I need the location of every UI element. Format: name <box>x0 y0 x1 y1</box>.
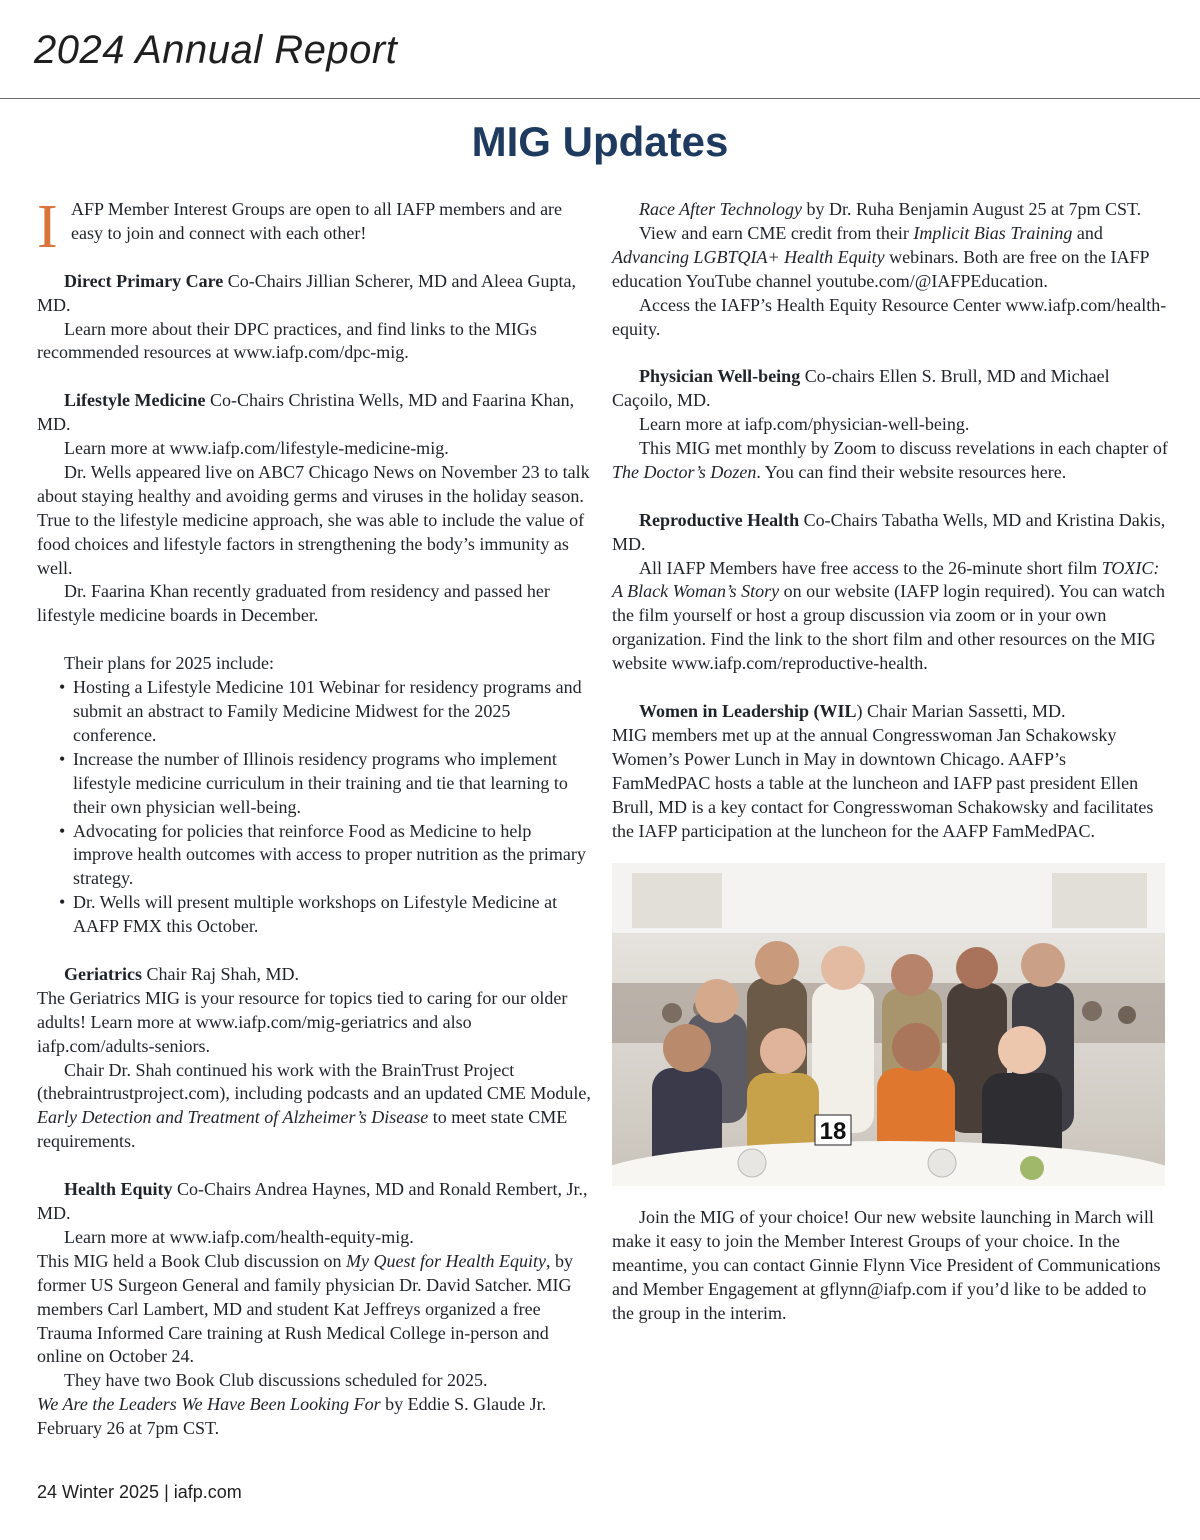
header-divider <box>0 98 1200 99</box>
geriatrics-p2-tail: to meet state CME requirements. <box>37 1107 568 1152</box>
book-club-1-details: by Eddie S. Glaude Jr. February 26 at 7pm CST. <box>37 1394 547 1439</box>
wellbeing-chairs: Co-chairs Ellen S. Brull, MD and Michael Caçoilo, MD. <box>612 366 1110 411</box>
table-number-card: 18 <box>819 1118 847 1146</box>
wellbeing-tail: . You can find their website resources here. <box>756 461 1067 482</box>
health-equity-paragraph-2: They have two Book Club discussions scheduled for 2025. <box>64 1370 488 1391</box>
cme-module-title: Early Detection and Treatment of Alzheimer’s Disease <box>37 1107 429 1128</box>
dpc-chairs: Co-Chairs Jillian Scherer, MD and Aleea Gupta, MD. <box>37 270 576 315</box>
lifestyle-paragraph-1: Dr. Wells appeared live on ABC7 Chicago News on November 23 to talk about staying healthy and avoiding germs and viruses in the holiday season. True to the lifestyle medicine approach, she was able to include the value of food choices and lifestyle factors in strengthening the body’s immunity as well. <box>37 461 590 578</box>
cme-text: View and earn CME credit from their <box>639 222 914 243</box>
geriatrics-paragraph-1: The Geriatrics MIG is your resource for topics tied to caring for our older adults! Learn more at www.iafp.com/mig-geriatrics and also iafp.com/adults-seniors. <box>37 987 568 1056</box>
dpc-name: Direct Primary Care <box>64 270 224 291</box>
cme-and: and <box>1072 222 1103 243</box>
wil-chairs: ) Chair Marian Sassetti, MD. <box>856 700 1066 721</box>
film-title: TOXIC: A Black Woman’s Story <box>612 557 1160 602</box>
page-footer: 24 Winter 2025 | iafp.com <box>37 1482 242 1502</box>
lifestyle-name: Lifestyle Medicine <box>64 390 206 411</box>
dpc-heading <box>37 270 593 318</box>
luncheon-group-photo <box>612 863 1165 1186</box>
dpc-learn: Learn more about their DPC practices, and find links to the MIGs recommended resources at www.iafp.com/dpc-mig. <box>37 318 537 363</box>
wil-paragraph: MIG members met up at the annual Congresswoman Jan Schakowsky Women’s Power Lunch in May in downtown Chicago. AAFP’s FamMedPAC hosts a table at the luncheon and IAFP past president Ellen Brull, MD is a key contact for Congresswoman Schakowsky and facilitates the IAFP participation at the luncheon for the AAFP FamMedPAC. <box>612 724 1154 841</box>
book-club-1-title: We Are the Leaders We Have Been Looking For <box>37 1394 381 1415</box>
wellbeing-learn: Learn more at iafp.com/physician-well-being. <box>639 414 970 435</box>
intro-text: AFP Member Interest Groups are open to all IAFP members and are easy to join and connect with each other! <box>71 199 563 243</box>
he-p1-text: This MIG held a Book Club discussion on <box>37 1250 346 1271</box>
geriatrics-heading <box>37 963 593 987</box>
drop-cap: I <box>37 193 58 261</box>
repro-name: Reproductive Health <box>639 509 800 530</box>
book-club-2-details: by Dr. Ruha Benjamin August 25 at 7pm CST. <box>801 199 1142 219</box>
left-column <box>37 193 593 1441</box>
right-column <box>612 198 1168 1326</box>
lifestyle-learn: Learn more at www.iafp.com/lifestyle-medicine-mig. <box>64 438 449 459</box>
webinar-title-1: Implicit Bias Training <box>913 222 1073 243</box>
list-item: • Dr. Wells will present multiple workshops on Lifestyle Medicine at AAFP FMX this October. <box>73 891 593 939</box>
intro-paragraph <box>37 193 593 261</box>
cme-paragraph <box>612 222 1168 294</box>
wellbeing-text: This MIG met monthly by Zoom to discuss revelations in each chapter of <box>639 438 1168 459</box>
plans-intro: Their plans for 2025 include: <box>64 653 274 674</box>
closing-paragraph: Join the MIG of your choice! Our new website launching in March will make it easy to join the Member Interest Groups of your choice. In the meantime, you can contact Ginnie Flynn Vice President of Communications and Member Engagement at gflynn@iafp.com if you’d like to be added to the group in the interim. <box>612 1207 1161 1324</box>
lifestyle-chairs: Co-Chairs Christina Wells, MD and Faarina Khan, MD. <box>37 390 575 435</box>
repro-chairs: Co-Chairs Tabatha Wells, MD and Kristina Dakis, MD. <box>612 509 1166 554</box>
list-item: • Increase the number of Illinois residency programs who implement lifestyle medicine curriculum in their training and tie that learning to their own physician well-being. <box>73 748 593 820</box>
cme-tail: webinars. Both are free on the IAFP education YouTube channel youtube.com/@IAFPEducation. <box>612 246 1149 291</box>
group-photo-illustration <box>612 863 1165 1186</box>
health-equity-learn: Learn more at www.iafp.com/health-equity-mig. <box>64 1226 414 1247</box>
wellbeing-name: Physician Well-being <box>639 366 801 387</box>
repro-text: All IAFP Members have free access to the 26-minute short film <box>639 557 1102 578</box>
wil-heading <box>612 700 1168 724</box>
geriatrics-chairs: Chair Raj Shah, MD. <box>141 963 299 984</box>
repro-heading <box>612 509 1168 557</box>
health-equity-access: Access the IAFP’s Health Equity Resource Center www.iafp.com/health-equity. <box>612 294 1167 339</box>
repro-tail: on our website (IAFP login required). You can watch the film yourself or host a group discussion via zoom or in your own organization. Find the link to the short film and other resources on the MIG website www.iafp.com/reproductive-health. <box>612 581 1165 674</box>
health-equity-paragraph-1 <box>37 1250 593 1370</box>
health-equity-name: Health Equity <box>64 1179 173 1200</box>
geriatrics-name: Geriatrics <box>64 963 142 984</box>
report-title: 2024 Annual Report <box>34 28 398 72</box>
book-club-1 <box>37 1393 593 1441</box>
book-club-2-title: Race After Technology <box>639 199 802 219</box>
lifestyle-heading <box>37 389 593 437</box>
lifestyle-paragraph-2: Dr. Faarina Khan recently graduated from residency and passed her lifestyle medicine boards in December. <box>37 581 550 626</box>
repro-paragraph <box>612 557 1168 677</box>
book-club-2 <box>612 198 1168 222</box>
list-item: • Hosting a Lifestyle Medicine 101 Webinar for residency programs and submit an abstract to Family Medicine Midwest for the 2025 conference. <box>73 676 593 748</box>
geriatrics-paragraph-2 <box>37 1059 593 1155</box>
doctors-dozen-title: The Doctor’s Dozen <box>612 461 757 482</box>
webinar-title-2: Advancing LGBTQIA+ Health Equity <box>612 246 885 267</box>
he-p1-tail: , by former US Surgeon General and family physician Dr. David Satcher. MIG members Carl Lambert, MD and student Kat Jeffreys organized a free Trauma Informed Care training at Rush Medical College in-person and online on October 24. <box>37 1250 573 1367</box>
health-equity-heading <box>37 1178 593 1226</box>
wellbeing-paragraph <box>612 437 1168 485</box>
health-equity-chairs: Co-Chairs Andrea Haynes, MD and Ronald Rembert, Jr., MD. <box>37 1179 588 1223</box>
page-title: MIG Updates <box>471 118 729 165</box>
list-item: • Advocating for policies that reinforce Food as Medicine to help improve health outcomes with access to proper nutrition as the primary strategy. <box>73 820 593 892</box>
plans-list <box>37 676 593 939</box>
wellbeing-heading <box>612 365 1168 413</box>
book-title: My Quest for Health Equity <box>346 1250 546 1271</box>
wil-name: Women in Leadership (WIL <box>639 700 857 721</box>
geriatrics-p2-text: Chair Dr. Shah continued his work with the BrainTrust Project (thebraintrustproject.com), including podcasts and an updated CME Module, <box>37 1059 591 1104</box>
